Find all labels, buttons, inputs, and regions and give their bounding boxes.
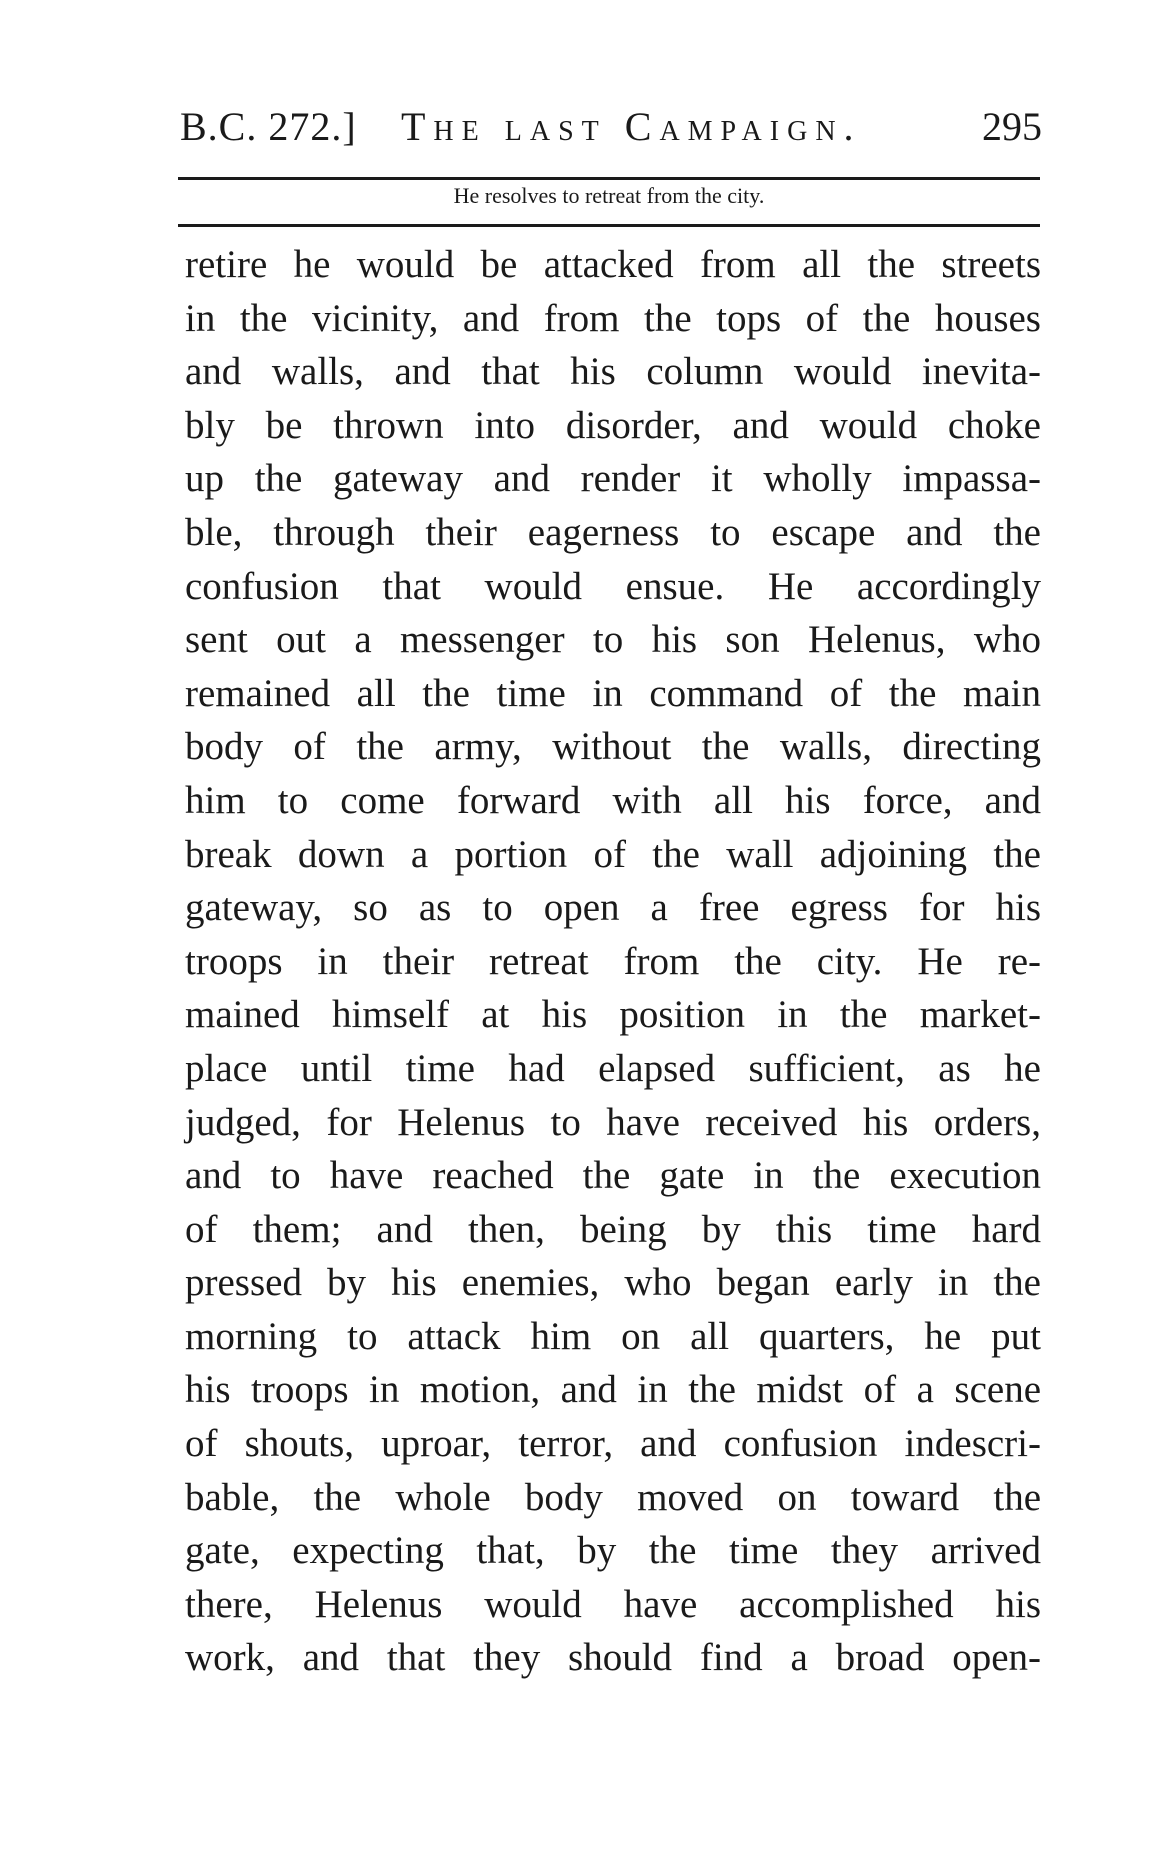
text-line: of them; and then, being by this time hard — [185, 1207, 1041, 1251]
text-line: body of the army, without the walls, directing — [185, 725, 1041, 769]
page-subheading: He resolves to retreat from the city. — [453, 183, 765, 208]
text-line: bly be thrown into disorder, and would choke — [185, 403, 1041, 447]
text-line: ble, through their eagerness to escape and the — [185, 510, 1041, 554]
text-line: in the vicinity, and from the tops of the houses — [185, 296, 1041, 340]
text-line: troops in their retreat from the city. He re- — [185, 939, 1041, 983]
text-line: work, and that they should find a broad open- — [185, 1636, 1041, 1680]
text-line: pressed by his enemies, who began early in the — [185, 1261, 1041, 1305]
text-line: confusion that would ensue. He accordingly — [185, 564, 1041, 608]
text-line: place until time had elapsed sufficient, as he — [185, 1046, 1041, 1090]
body-text — [185, 238, 1041, 1685]
text-line: judged, for Helenus to have received his orders, — [185, 1100, 1041, 1144]
text-line: gate, expecting that, by the time they arrived — [185, 1529, 1041, 1573]
text-line: up the gateway and render it wholly impassa- — [185, 457, 1041, 501]
text-line: break down a portion of the wall adjoining the — [185, 832, 1041, 876]
header-rule-bottom — [178, 224, 1040, 227]
text-line: him to come forward with all his force, and — [185, 778, 1041, 822]
text-line: mained himself at his position in the market- — [185, 993, 1041, 1037]
page-number: 295 — [982, 104, 1042, 149]
running-head — [180, 103, 1042, 155]
text-line: gateway, so as to open a free egress for his — [185, 886, 1041, 930]
text-line: his troops in motion, and in the midst of a scene — [185, 1368, 1041, 1412]
text-line: remained all the time in command of the main — [185, 671, 1041, 715]
text-line: morning to attack him on all quarters, he put — [185, 1314, 1041, 1358]
header-rule-top — [178, 177, 1040, 180]
text-line: of shouts, uproar, terror, and confusion indescri- — [185, 1422, 1041, 1466]
text-line: and walls, and that his column would inevita- — [185, 350, 1041, 394]
text-line: sent out a messenger to his son Helenus, who — [185, 618, 1041, 662]
text-line: there, Helenus would have accomplished his — [185, 1582, 1041, 1626]
text-line: retire he would be attacked from all the streets — [185, 243, 1041, 286]
text-line: and to have reached the gate in the execution — [185, 1154, 1041, 1198]
chapter-title: The last Campaign. — [401, 104, 862, 149]
date-marker: B.C. 272.] — [180, 104, 357, 149]
text-line: bable, the whole body moved on toward the — [185, 1475, 1041, 1519]
